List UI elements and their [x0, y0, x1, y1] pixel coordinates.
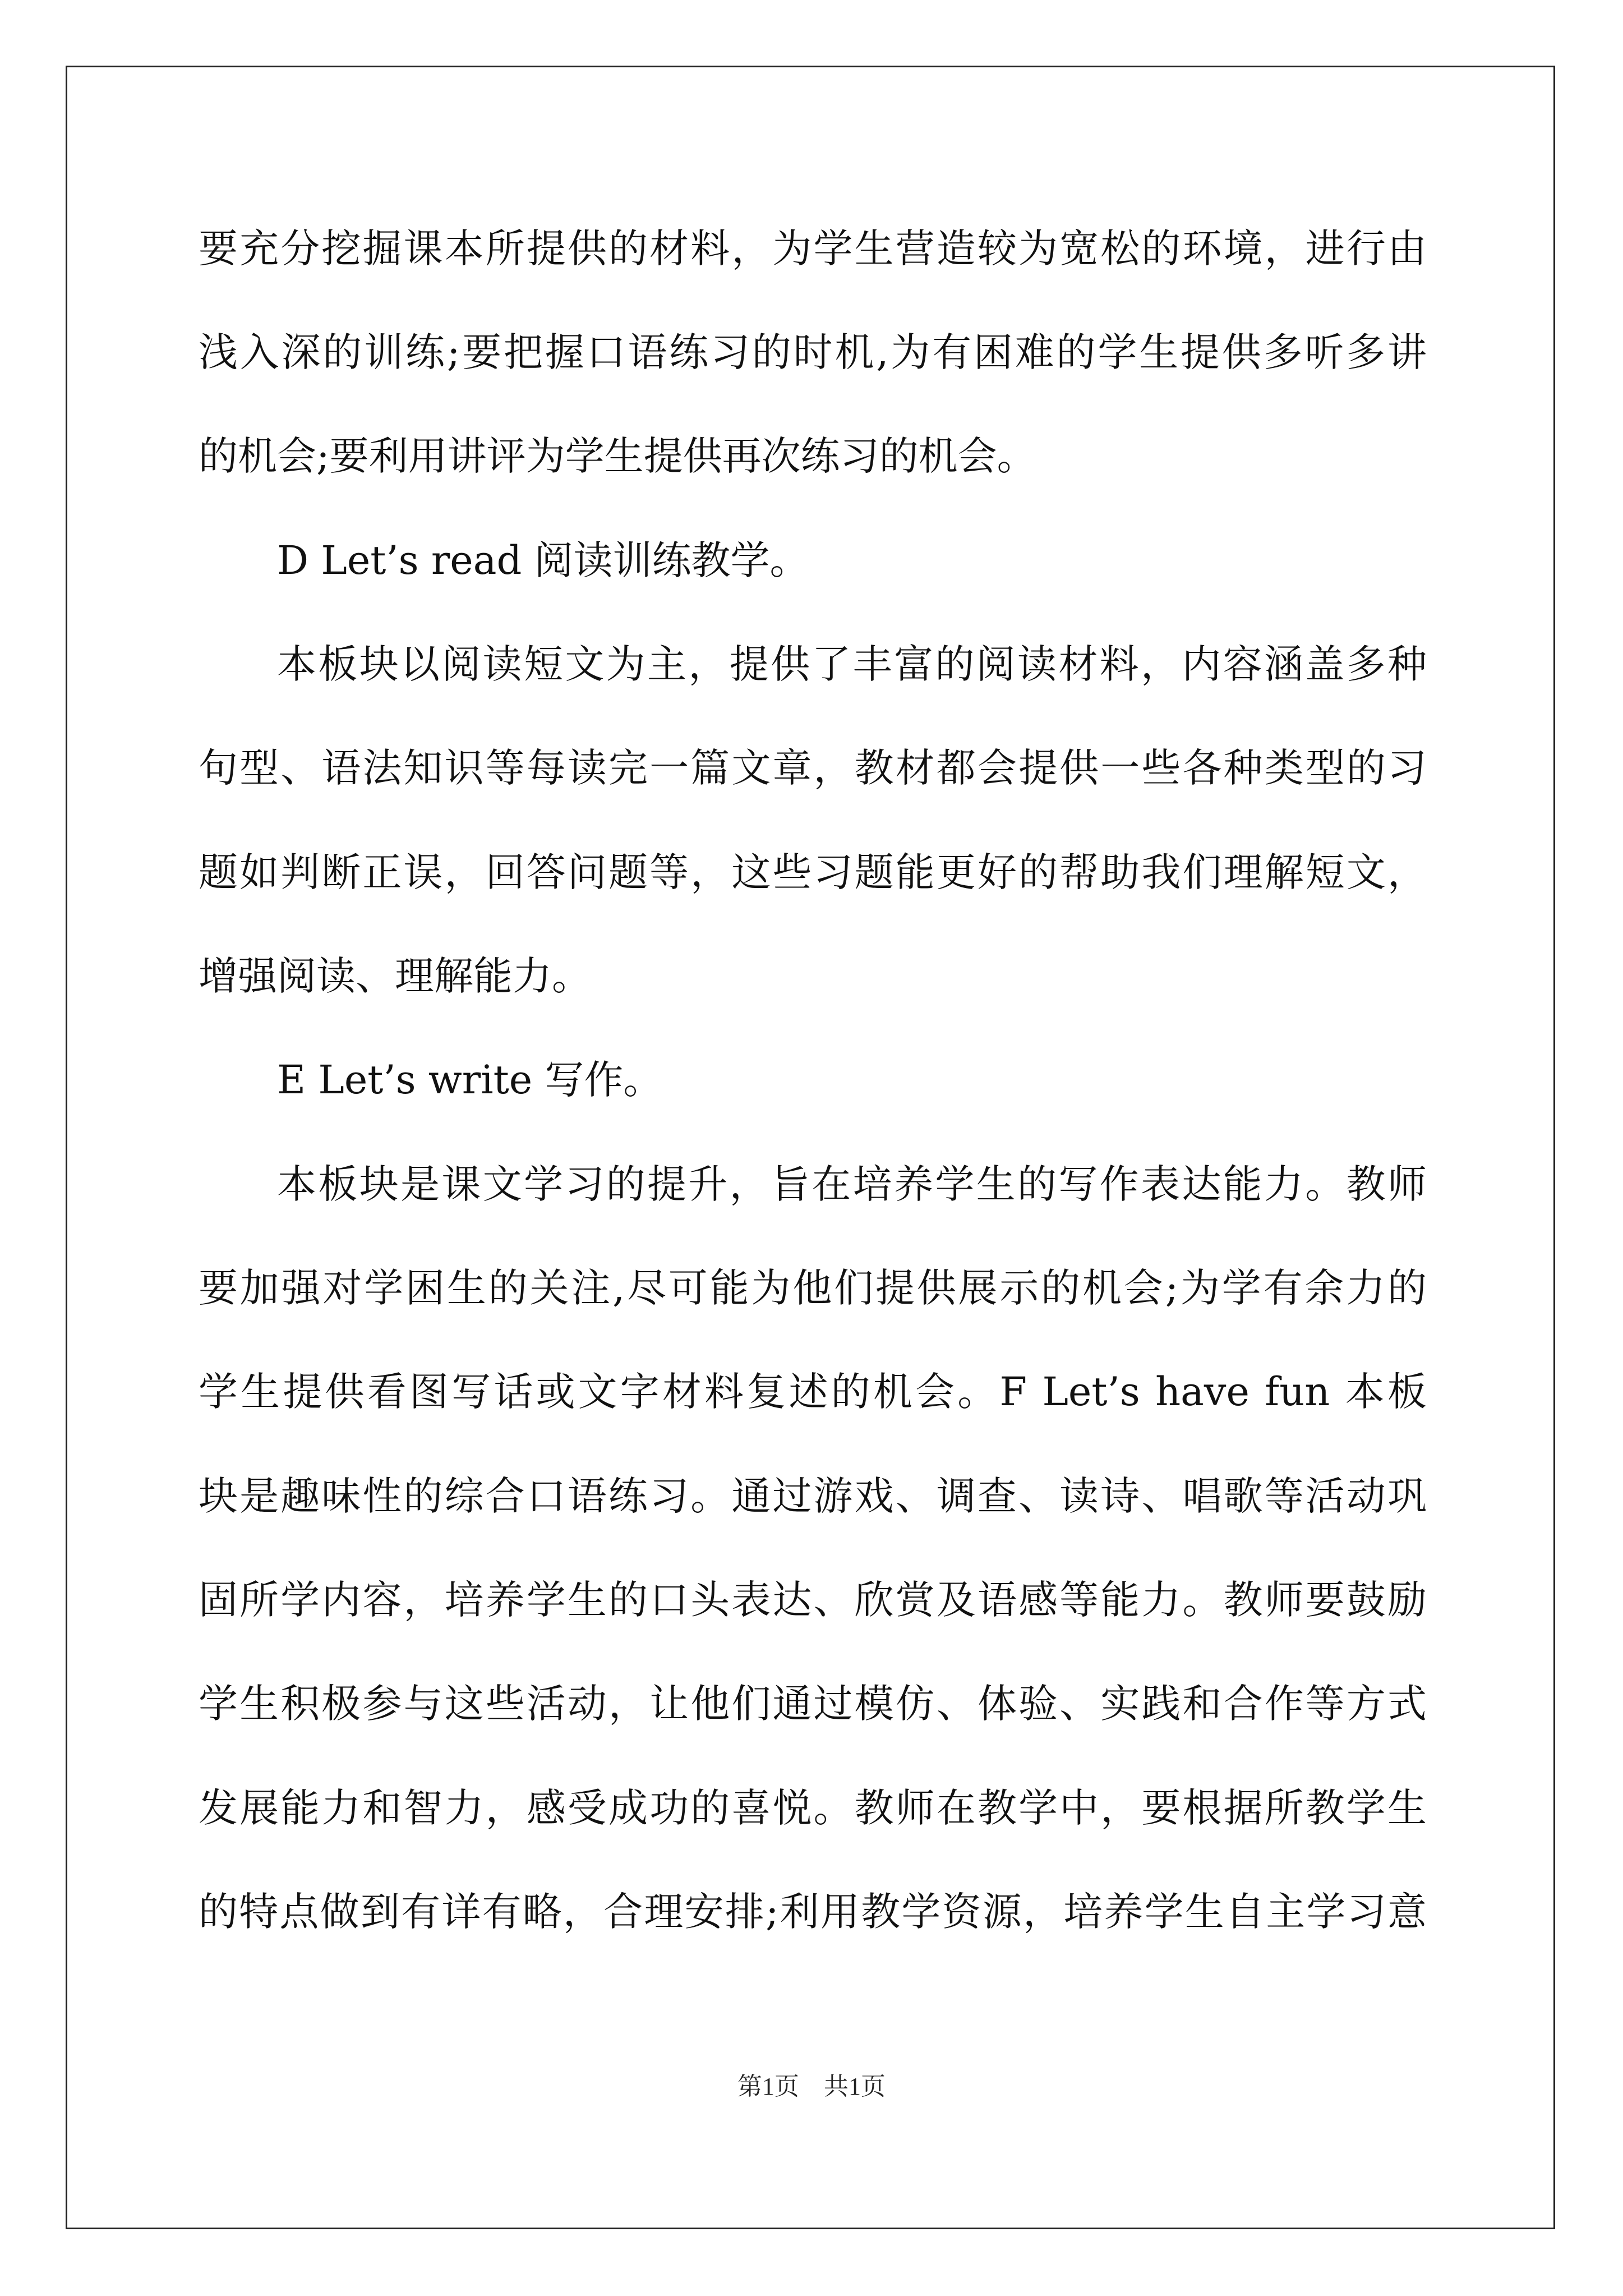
body-text-line: 的特点做到有详有略，合理安排;利用教学资源，培养学生自主学习意 [199, 1889, 1427, 1935]
body-text-line: 本板块是课文学习的提升，旨在培养学生的写作表达能力。教师 [277, 1161, 1427, 1207]
body-text-line: 学生提供看图写话或文字材料复述的机会。F Let’s have fun 本板 [199, 1369, 1427, 1415]
body-text-line: 句型、语法知识等每读完一篇文章，教材都会提供一些各种类型的习 [199, 745, 1427, 791]
body-text-line: 发展能力和智力，感受成功的喜悦。教师在教学中，要根据所教学生 [199, 1785, 1427, 1831]
section-heading-write: E Let’s write 写作。 [277, 1057, 663, 1103]
body-text-line: 学生积极参与这些活动，让他们通过模仿、体验、实践和合作等方式 [199, 1681, 1427, 1727]
body-text-line: 固所学内容，培养学生的口头表达、欣赏及语感等能力。教师要鼓励 [199, 1577, 1427, 1623]
body-text-line: 的机会;要利用讲评为学生提供再次练习的机会。 [199, 433, 1036, 479]
body-text-line: 增强阅读、理解能力。 [199, 953, 591, 999]
section-heading-read: D Let’s read 阅读训练教学。 [277, 537, 809, 583]
body-text-line: 要加强对学困生的关注,尽可能为他们提供展示的机会;为学有余力的 [199, 1265, 1427, 1311]
body-text-line: 本板块以阅读短文为主，提供了丰富的阅读材料，内容涵盖多种 [277, 641, 1427, 687]
body-text-line: 浅入深的训练;要把握口语练习的时机,为有困难的学生提供多听多讲 [199, 329, 1427, 375]
body-text-line: 要充分挖掘课本所提供的材料，为学生营造较为宽松的环境，进行由 [199, 226, 1427, 272]
body-text-line: 题如判断正误，回答问题等，这些习题能更好的帮助我们理解短文， [199, 849, 1427, 895]
page-number-footer: 第1页 共1页 [737, 2073, 886, 2100]
body-text-line: 块是趣味性的综合口语练习。通过游戏、调查、读诗、唱歌等活动巩 [199, 1473, 1427, 1519]
